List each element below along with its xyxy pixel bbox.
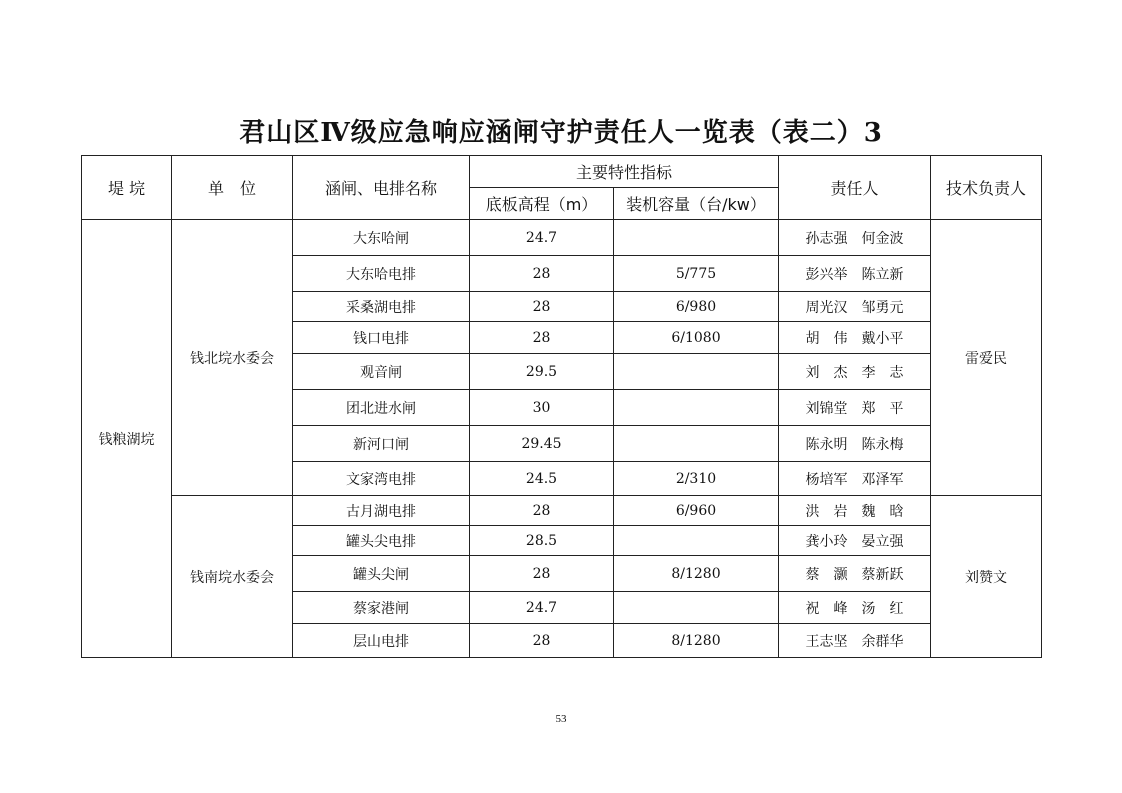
responsible-cell: 陈永明 陈永梅 [779,426,931,462]
table-row [82,220,1042,256]
elevation-cell: 28 [470,496,614,526]
name-cell: 层山电排 [293,624,470,658]
responsibility-table [81,155,1042,658]
header-tech: 技术负责人 [931,156,1042,220]
name-cell: 采桑湖电排 [293,292,470,322]
unit-cell: 钱南垸水委会 [172,496,293,658]
capacity-cell: 8/1280 [614,556,779,592]
name-cell: 蔡家港闸 [293,592,470,624]
elevation-cell: 29.5 [470,354,614,390]
capacity-cell [614,526,779,556]
header-unit: 单 位 [172,156,293,220]
name-cell: 新河口闸 [293,426,470,462]
name-cell: 团北进水闸 [293,390,470,426]
elevation-cell: 28 [470,322,614,354]
responsible-cell: 蔡 灏 蔡新跃 [779,556,931,592]
tech-cell: 刘赞文 [931,496,1042,658]
capacity-cell [614,592,779,624]
capacity-cell: 6/1080 [614,322,779,354]
responsible-cell: 刘 杰 李 志 [779,354,931,390]
name-cell: 大东哈闸 [293,220,470,256]
name-cell: 观音闸 [293,354,470,390]
capacity-cell [614,354,779,390]
name-cell: 罐头尖闸 [293,556,470,592]
responsible-cell: 王志坚 余群华 [779,624,931,658]
responsible-cell: 龚小玲 晏立强 [779,526,931,556]
name-cell: 古月湖电排 [293,496,470,526]
elevation-cell: 24.5 [470,462,614,496]
header-name: 涵闸、电排名称 [293,156,470,220]
responsible-cell: 彭兴举 陈立新 [779,256,931,292]
responsible-cell: 胡 伟 戴小平 [779,322,931,354]
header-embankment: 堤 垸 [82,156,172,220]
unit-cell: 钱北垸水委会 [172,220,293,496]
page-title: 君山区Ⅳ级应急响应涵闸守护责任人一览表（表二）3 [239,118,883,148]
capacity-cell [614,220,779,256]
responsible-cell: 洪 岩 魏 晗 [779,496,931,526]
embankment-cell: 钱粮湖垸 [82,220,172,658]
page-number: 53 [555,713,567,725]
responsible-cell: 刘锦堂 郑 平 [779,390,931,426]
responsible-cell: 孙志强 何金波 [779,220,931,256]
tech-cell: 雷爱民 [931,220,1042,496]
capacity-cell: 5/775 [614,256,779,292]
name-cell: 罐头尖电排 [293,526,470,556]
capacity-cell [614,426,779,462]
header-capacity: 装机容量（台/kw） [614,188,779,220]
elevation-cell: 29.45 [470,426,614,462]
elevation-cell: 28 [470,624,614,658]
capacity-cell: 6/960 [614,496,779,526]
name-cell: 钱口电排 [293,322,470,354]
responsible-cell: 杨培军 邓泽军 [779,462,931,496]
elevation-cell: 28 [470,556,614,592]
elevation-cell: 30 [470,390,614,426]
elevation-cell: 24.7 [470,220,614,256]
name-cell: 文家湾电排 [293,462,470,496]
header-elevation: 底板高程（m） [470,188,614,220]
elevation-cell: 28 [470,256,614,292]
responsible-cell: 周光汉 邹勇元 [779,292,931,322]
capacity-cell: 8/1280 [614,624,779,658]
elevation-cell: 28.5 [470,526,614,556]
elevation-cell: 24.7 [470,592,614,624]
header-main-characteristics: 主要特性指标 [470,156,779,188]
table-row [82,496,1042,526]
responsible-cell: 祝 峰 汤 红 [779,592,931,624]
header-responsible: 责任人 [779,156,931,220]
capacity-cell: 2/310 [614,462,779,496]
capacity-cell [614,390,779,426]
name-cell: 大东哈电排 [293,256,470,292]
elevation-cell: 28 [470,292,614,322]
capacity-cell: 6/980 [614,292,779,322]
